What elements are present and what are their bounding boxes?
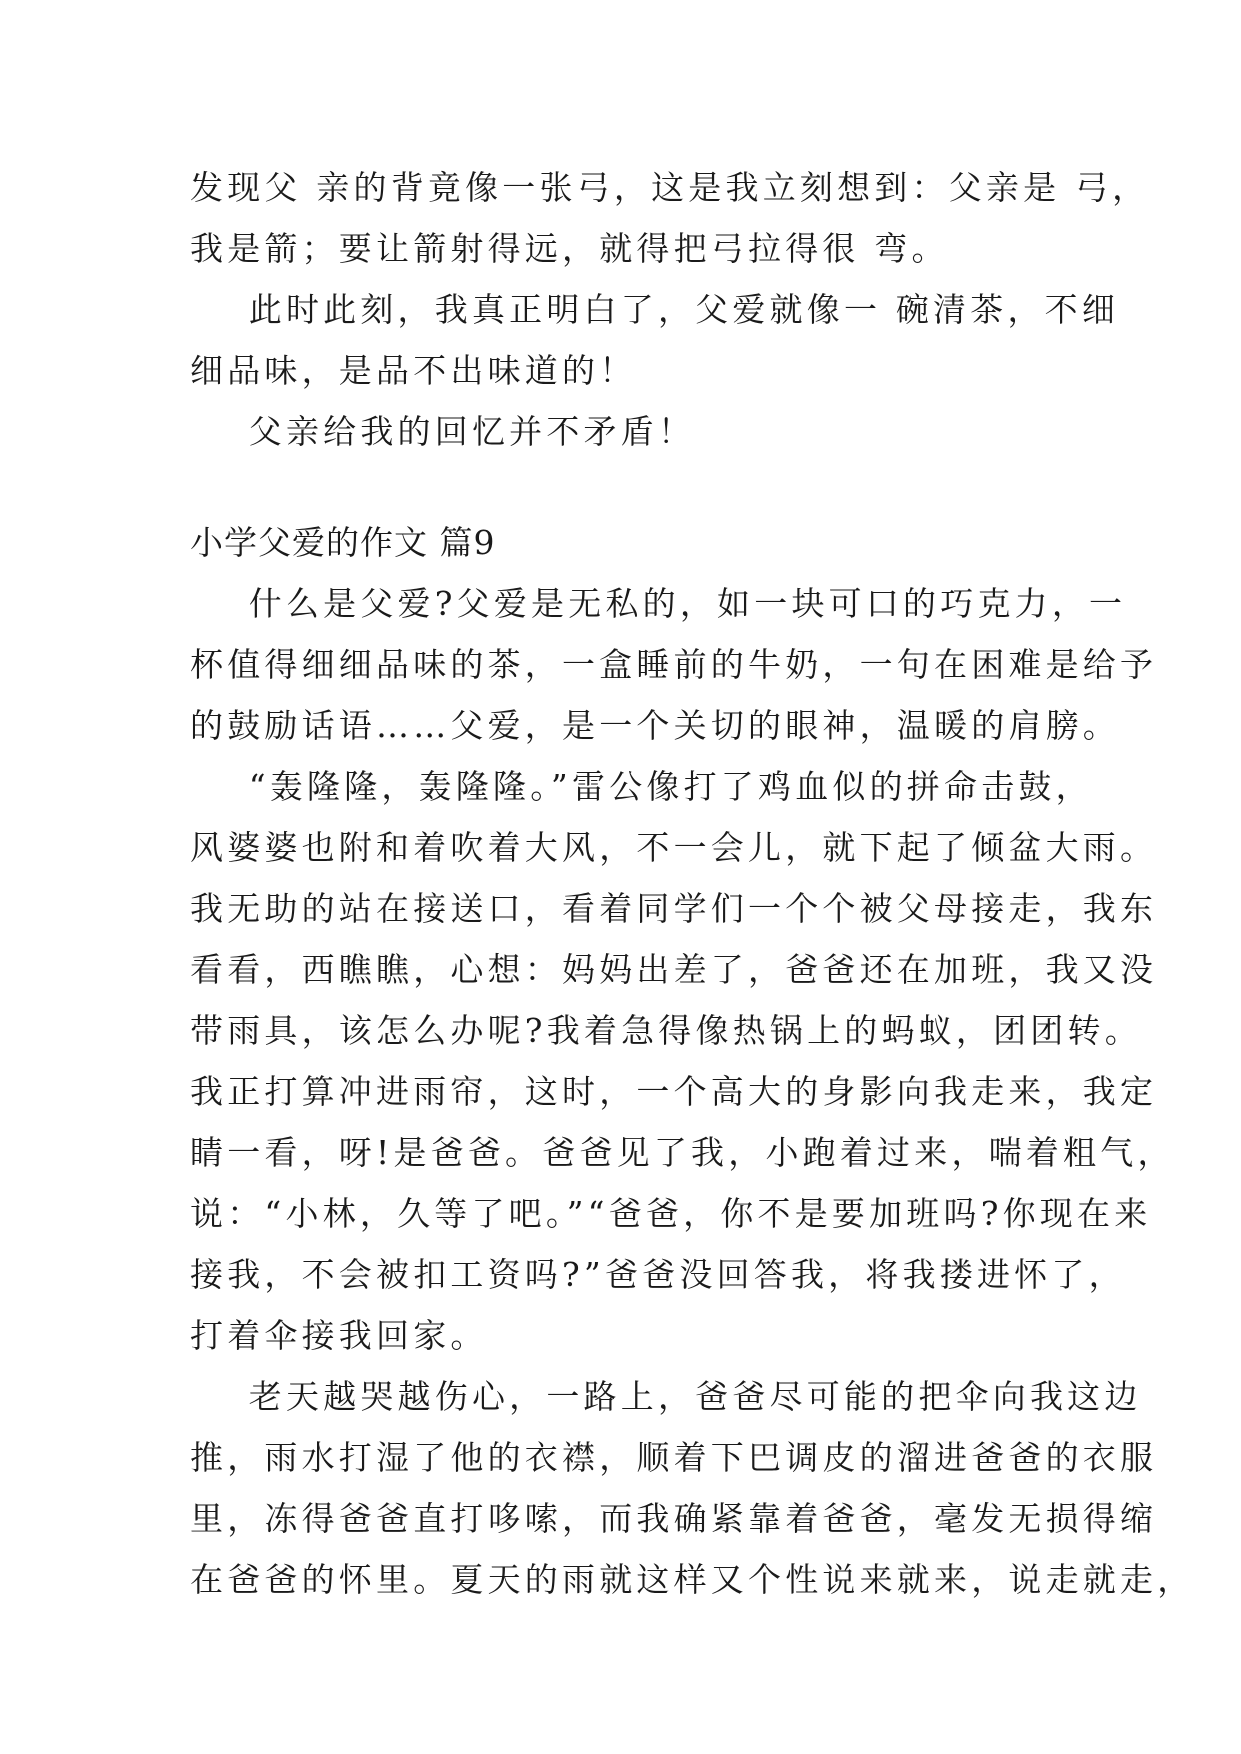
paragraph-line: 此时此刻，我真正明白了，父爱就像一 碗清茶，不细 <box>190 290 1120 329</box>
paragraph-line: 杯值得细细品味的茶，一盒睡前的牛奶，一句在困难是给予 <box>190 645 1158 684</box>
paragraph-line: 接我，不会被扣工资吗?”爸爸没回答我，将我搂进怀了， <box>190 1255 1126 1294</box>
paragraph-line: 我正打算冲进雨帘，这时，一个高大的身影向我走来，我定 <box>190 1072 1158 1111</box>
paragraph-line: 睛一看，呀!是爸爸。爸爸见了我，小跑着过来，喘着粗气， <box>190 1133 1175 1172</box>
paragraph-line: 里，冻得爸爸直打哆嗦，而我确紧靠着爸爸，毫发无损得缩 <box>190 1499 1158 1538</box>
paragraph-line: 发现父 亲的背竟像一张弓，这是我立刻想到：父亲是 弓， <box>190 168 1150 207</box>
paragraph-line: 在爸爸的怀里。夏天的雨就这样又个性说来就来，说走就走， <box>190 1560 1195 1599</box>
paragraph-line: 推，雨水打湿了他的衣襟，顺着下巴调皮的溜进爸爸的衣服 <box>190 1438 1158 1477</box>
paragraph-line: 细品味，是品不出味道的！ <box>190 351 637 390</box>
paragraph-line: 父亲给我的回忆并不矛盾！ <box>190 412 696 451</box>
paragraph-line: 风婆婆也附和着吹着大风，不一会儿，就下起了倾盆大雨。 <box>190 828 1158 867</box>
paragraph-line: 说：“小林，久等了吧。”“爸爸，你不是要加班吗?你现在来 <box>190 1194 1152 1233</box>
paragraph-line: 看看，西瞧瞧，心想：妈妈出差了，爸爸还在加班，我又没 <box>190 950 1158 989</box>
paragraph-line: 什么是父爱?父爱是无私的，如一块可口的巧克力，一 <box>190 584 1127 623</box>
paragraph-line: 老天越哭越伤心，一路上，爸爸尽可能的把伞向我这边 <box>190 1377 1142 1416</box>
paragraph-line: 打着伞接我回家。 <box>190 1316 488 1355</box>
paragraph-line: “轰隆隆，轰隆隆。”雷公像打了鸡血似的拼命击鼓， <box>190 767 1093 806</box>
paragraph-line: 我是箭；要让箭射得远，就得把弓拉得很 弯。 <box>190 229 949 268</box>
paragraph-line: 我无助的站在接送口，看着同学们一个个被父母接走，我东 <box>190 889 1158 928</box>
section-heading: 小学父爱的作文 篇9 <box>190 523 496 562</box>
paragraph-line: 带雨具，该怎么办呢?我着急得像热锅上的蚂蚁，团团转。 <box>190 1011 1142 1050</box>
paragraph-line: 的鼓励话语……父爱，是一个关切的眼神，温暖的肩膀。 <box>190 706 1120 745</box>
